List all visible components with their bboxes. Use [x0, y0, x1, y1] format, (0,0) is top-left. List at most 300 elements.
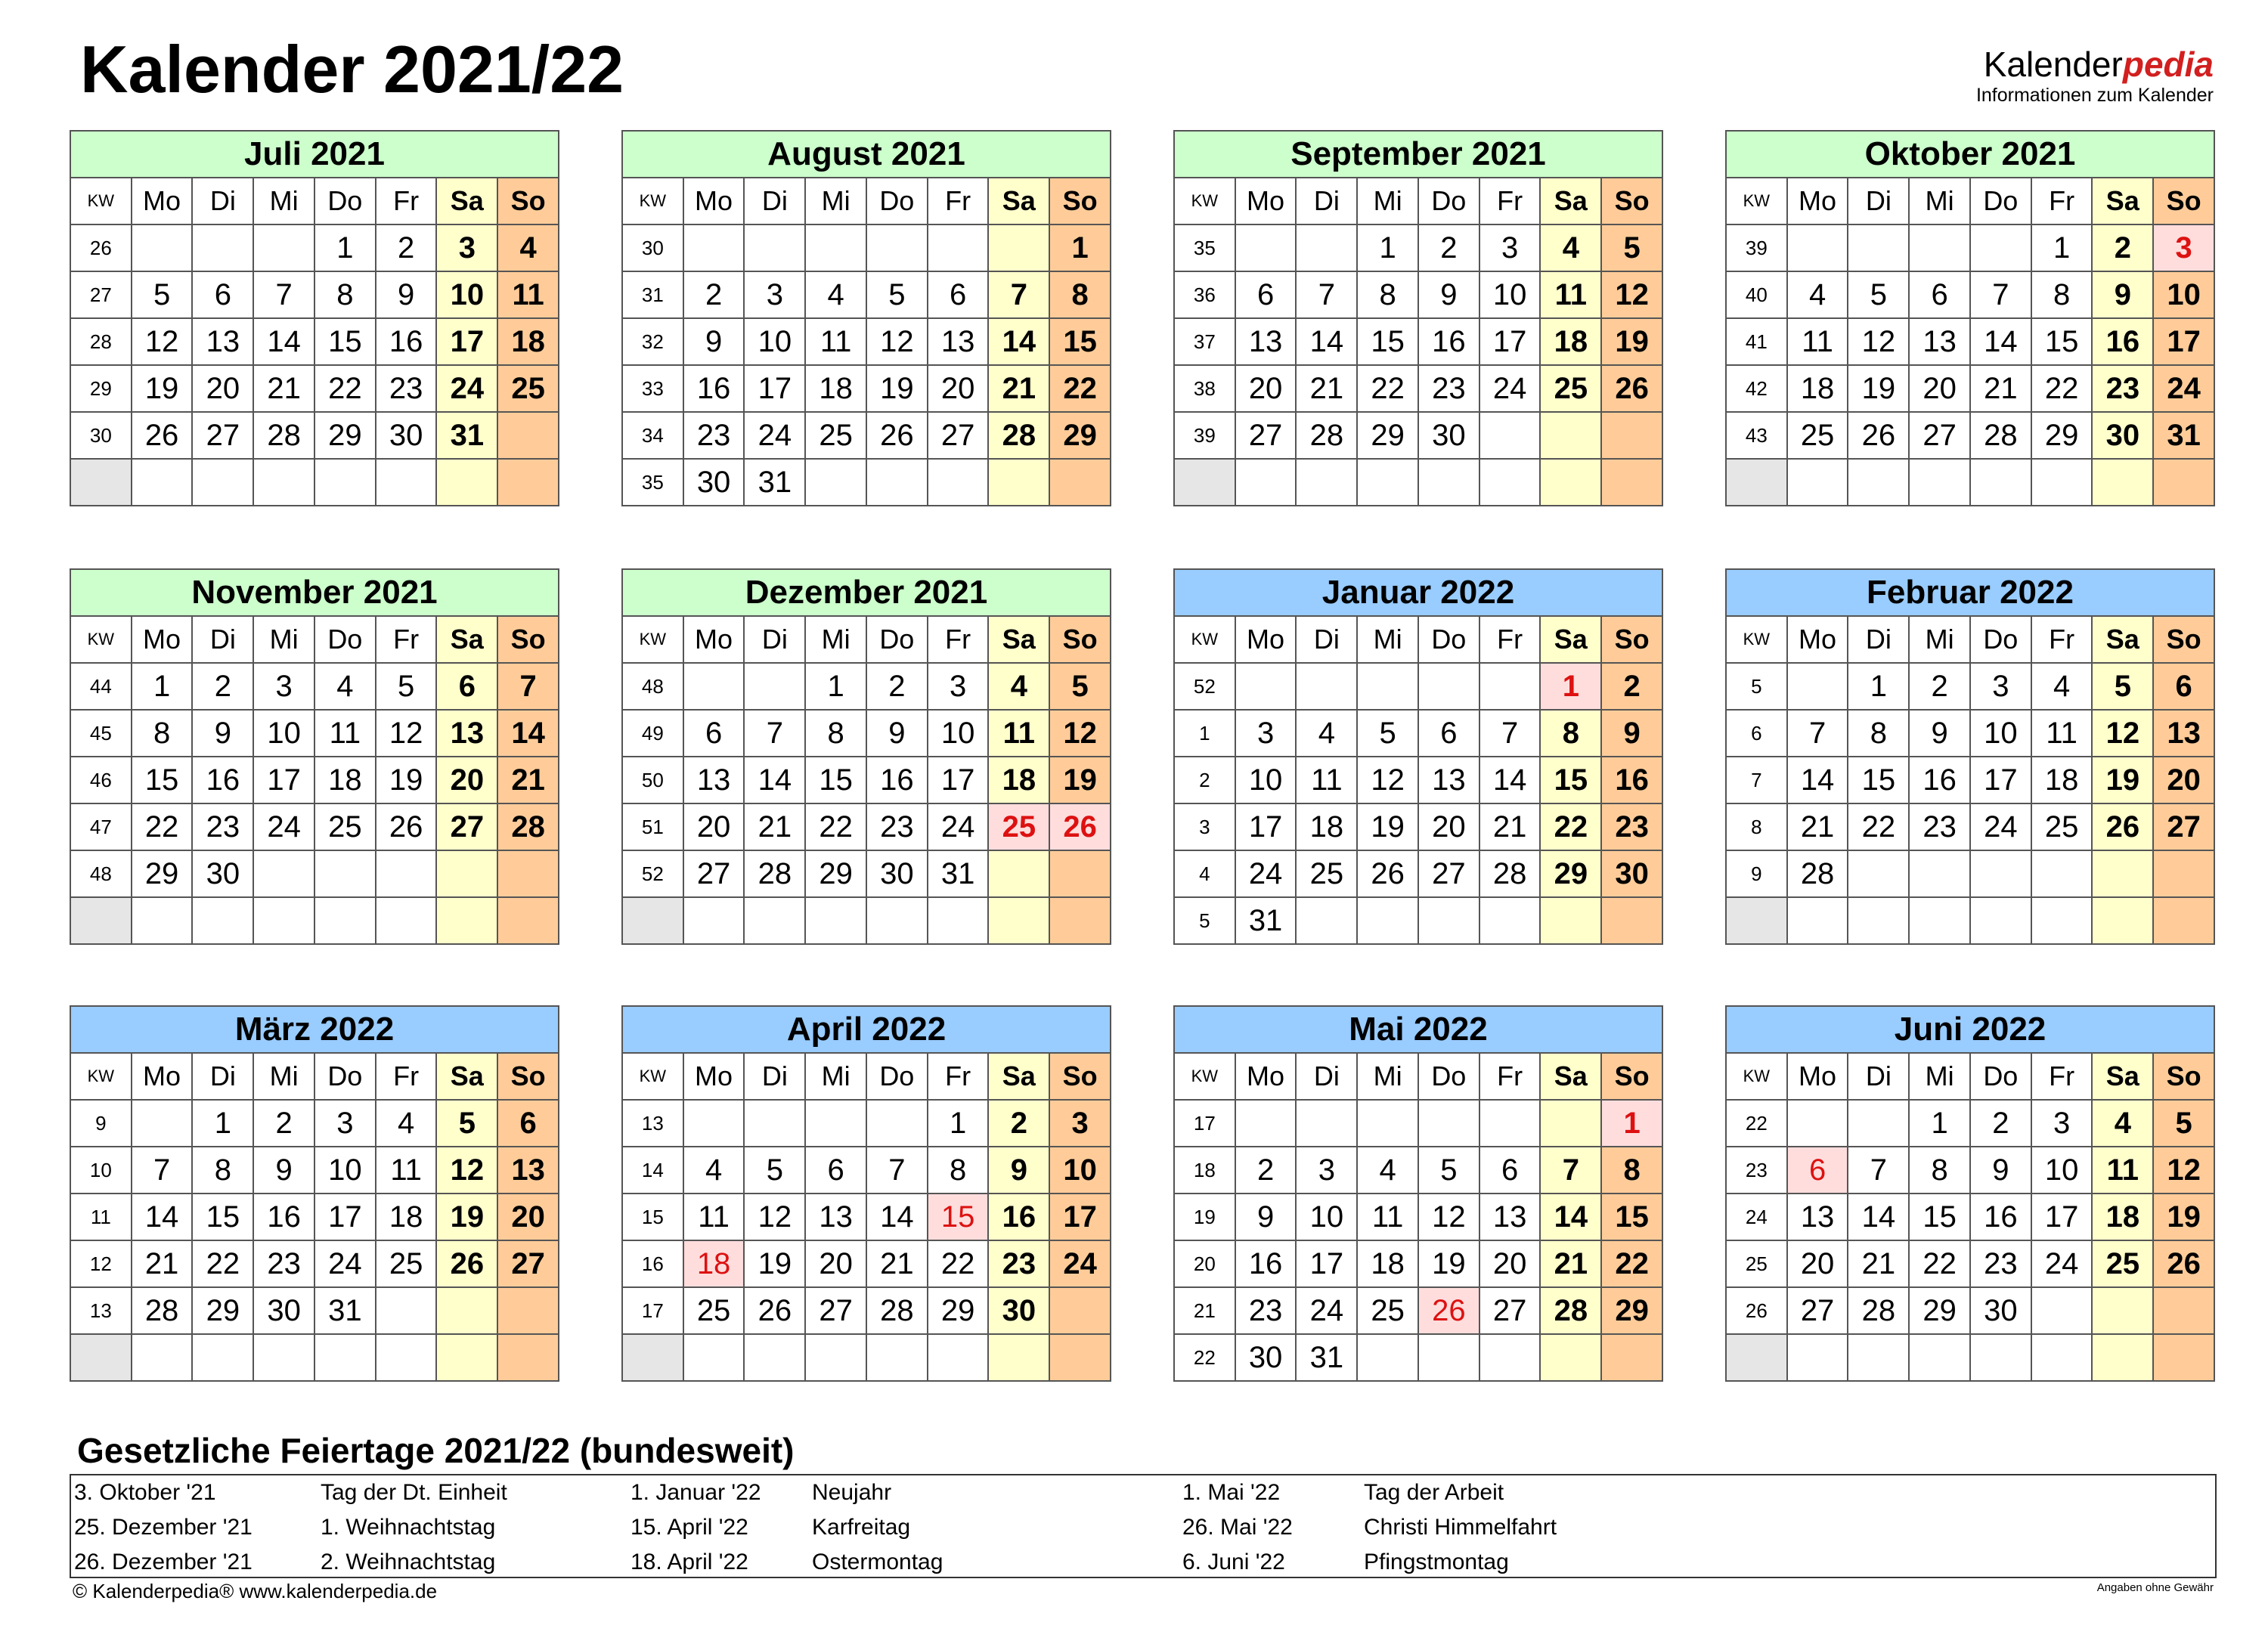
day-cell: 14: [253, 318, 314, 365]
week-number: 33: [622, 365, 683, 412]
day-cell: [1049, 850, 1111, 897]
weekday-header: Fr: [1479, 1053, 1541, 1100]
page-title: Kalender 2021/22: [80, 32, 624, 107]
month-table: [621, 177, 1111, 506]
kw-header: KW: [1726, 178, 1787, 224]
day-cell: 12: [1418, 1194, 1479, 1240]
day-cell: 31: [1235, 897, 1297, 944]
day-cell: 19: [1848, 365, 1909, 412]
week-number: 8: [1726, 803, 1787, 850]
day-cell: 27: [1909, 412, 1970, 459]
day-cell: 13: [1787, 1194, 1848, 1240]
week-row: [622, 757, 1111, 803]
day-cell: 2: [253, 1100, 314, 1147]
weekday-header: Di: [1848, 1053, 1909, 1100]
day-cell: 3: [1296, 1147, 1357, 1194]
day-cell: 6: [436, 663, 497, 710]
day-cell: 14: [1787, 757, 1848, 803]
holiday-name: Pfingstmontag: [1364, 1550, 1509, 1574]
day-cell: 30: [866, 850, 928, 897]
day-cell: [2092, 1287, 2153, 1334]
day-cell: 3: [744, 271, 805, 318]
day-cell: [436, 897, 497, 944]
day-cell: 28: [1848, 1287, 1909, 1334]
day-cell: 6: [1235, 271, 1297, 318]
day-cell: 21: [1296, 365, 1357, 412]
week-number: 26: [1726, 1287, 1787, 1334]
day-cell: 23: [2092, 365, 2153, 412]
week-row: [622, 271, 1111, 318]
day-cell: [132, 224, 193, 271]
weekday-header: Fr: [2031, 1053, 2093, 1100]
day-cell: 2: [866, 663, 928, 710]
day-cell: 24: [1296, 1287, 1357, 1334]
week-row: [1726, 850, 2214, 897]
day-cell: 12: [1357, 757, 1418, 803]
day-cell: [1909, 1334, 1970, 1381]
day-cell: 26: [1418, 1287, 1479, 1334]
day-cell: 7: [744, 710, 805, 757]
day-cell: [132, 459, 193, 506]
week-number: 16: [622, 1240, 683, 1287]
day-cell: 27: [192, 412, 253, 459]
day-cell: 21: [132, 1240, 193, 1287]
day-cell: [436, 850, 497, 897]
week-number: [622, 897, 683, 944]
day-cell: [2031, 1287, 2093, 1334]
day-cell: 9: [1601, 710, 1662, 757]
day-cell: 6: [192, 271, 253, 318]
day-cell: 20: [192, 365, 253, 412]
day-cell: [1970, 224, 2031, 271]
day-cell: 14: [1970, 318, 2031, 365]
month-title: Februar 2022: [1725, 568, 2215, 617]
day-cell: [253, 1334, 314, 1381]
week-row: [1174, 318, 1662, 365]
week-row: [70, 318, 559, 365]
day-cell: [805, 1334, 866, 1381]
day-cell: 2: [1909, 663, 1970, 710]
day-cell: 27: [497, 1240, 559, 1287]
day-cell: [2153, 897, 2214, 944]
weekday-header: Di: [744, 178, 805, 224]
day-cell: 2: [2092, 224, 2153, 271]
month-calendar: [621, 1005, 1111, 1395]
week-number: 15: [622, 1194, 683, 1240]
week-row: [1726, 1100, 2214, 1147]
day-cell: [928, 897, 989, 944]
day-cell: 14: [1848, 1194, 1909, 1240]
day-cell: 10: [1235, 757, 1297, 803]
day-cell: 5: [2153, 1100, 2214, 1147]
day-cell: [2153, 850, 2214, 897]
day-cell: 20: [683, 803, 745, 850]
weekday-header: Sa: [1540, 1053, 1601, 1100]
day-cell: [1296, 897, 1357, 944]
day-cell: 14: [744, 757, 805, 803]
day-cell: 1: [192, 1100, 253, 1147]
holiday-date: 25. Dezember '21: [74, 1515, 253, 1540]
day-cell: 15: [928, 1194, 989, 1240]
day-cell: 15: [314, 318, 376, 365]
day-cell: 13: [928, 318, 989, 365]
holiday-name: Karfreitag: [812, 1515, 911, 1540]
week-number: 5: [1726, 663, 1787, 710]
day-cell: 3: [1970, 663, 2031, 710]
week-row: [622, 459, 1111, 506]
day-cell: 9: [192, 710, 253, 757]
holiday-date: 26. Dezember '21: [74, 1550, 253, 1574]
day-cell: 14: [1296, 318, 1357, 365]
week-number: 19: [1174, 1194, 1235, 1240]
holiday-date: 26. Mai '22: [1182, 1515, 1293, 1540]
month-calendar: [621, 568, 1111, 958]
day-cell: 21: [1787, 803, 1848, 850]
month-title: Januar 2022: [1173, 568, 1663, 617]
day-cell: 12: [376, 710, 437, 757]
day-cell: 7: [253, 271, 314, 318]
day-cell: 4: [497, 224, 559, 271]
day-cell: 10: [1296, 1194, 1357, 1240]
day-cell: 10: [2153, 271, 2214, 318]
week-number: 36: [1174, 271, 1235, 318]
week-row: [1726, 459, 2214, 506]
day-cell: 16: [1235, 1240, 1297, 1287]
weekday-header: So: [2153, 178, 2214, 224]
kw-header: KW: [70, 1053, 132, 1100]
day-cell: 11: [988, 710, 1049, 757]
weekday-header: So: [497, 178, 559, 224]
day-cell: 15: [1601, 1194, 1662, 1240]
weekday-header: Mi: [805, 178, 866, 224]
day-cell: 23: [1601, 803, 1662, 850]
day-cell: 27: [928, 412, 989, 459]
week-row: [1726, 1194, 2214, 1240]
month-table: [70, 615, 559, 945]
month-title: Juli 2021: [70, 130, 559, 178]
day-cell: 17: [1479, 318, 1541, 365]
weekday-header: Sa: [2092, 1053, 2153, 1100]
week-row: [1174, 1147, 1662, 1194]
day-cell: [928, 459, 989, 506]
week-row: [622, 850, 1111, 897]
day-cell: 7: [132, 1147, 193, 1194]
day-cell: 16: [988, 1194, 1049, 1240]
day-cell: [1970, 850, 2031, 897]
month-title: März 2022: [70, 1005, 559, 1054]
day-cell: 9: [1235, 1194, 1297, 1240]
kw-header: KW: [622, 1053, 683, 1100]
week-row: [1726, 710, 2214, 757]
week-number: 30: [70, 412, 132, 459]
day-cell: 4: [988, 663, 1049, 710]
day-cell: 28: [1479, 850, 1541, 897]
week-number: 17: [622, 1287, 683, 1334]
day-cell: 17: [2153, 318, 2214, 365]
week-row: [622, 1194, 1111, 1240]
weekday-header: Fr: [376, 178, 437, 224]
weekday-header: Sa: [988, 178, 1049, 224]
day-cell: [2031, 850, 2093, 897]
holiday-name: Christi Himmelfahrt: [1364, 1515, 1557, 1540]
day-cell: [1418, 459, 1479, 506]
week-row: [1726, 224, 2214, 271]
day-cell: [988, 224, 1049, 271]
day-cell: 29: [928, 1287, 989, 1334]
kw-header: KW: [1726, 1053, 1787, 1100]
weekday-header: Fr: [928, 1053, 989, 1100]
day-cell: 28: [1970, 412, 2031, 459]
week-row: [1174, 1194, 1662, 1240]
day-cell: 26: [132, 412, 193, 459]
day-cell: 29: [192, 1287, 253, 1334]
day-cell: 10: [1970, 710, 2031, 757]
day-cell: [1235, 663, 1297, 710]
holiday-name: Neujahr: [812, 1480, 892, 1505]
day-cell: 8: [1601, 1147, 1662, 1194]
week-row: [1174, 850, 1662, 897]
day-cell: 18: [683, 1240, 745, 1287]
day-cell: [497, 412, 559, 459]
day-cell: 21: [866, 1240, 928, 1287]
day-cell: 18: [1787, 365, 1848, 412]
day-cell: [1601, 1334, 1662, 1381]
day-cell: 14: [866, 1194, 928, 1240]
day-cell: [928, 1334, 989, 1381]
day-cell: [2153, 1287, 2214, 1334]
day-cell: 18: [376, 1194, 437, 1240]
brand-logo: [1976, 47, 2214, 105]
week-number: 47: [70, 803, 132, 850]
kw-header: KW: [622, 178, 683, 224]
day-cell: 11: [314, 710, 376, 757]
day-cell: 18: [314, 757, 376, 803]
day-cell: [1479, 1334, 1541, 1381]
month-table: [70, 1052, 559, 1382]
day-cell: 2: [1970, 1100, 2031, 1147]
day-cell: [805, 897, 866, 944]
day-cell: 5: [132, 271, 193, 318]
week-number: 32: [622, 318, 683, 365]
day-cell: 7: [497, 663, 559, 710]
weekday-header: Do: [1418, 616, 1479, 663]
weekday-header: Do: [1970, 616, 2031, 663]
day-cell: 4: [376, 1100, 437, 1147]
week-number: 1: [1174, 710, 1235, 757]
month-calendar: [1725, 130, 2215, 520]
day-cell: 31: [1296, 1334, 1357, 1381]
day-cell: [2092, 850, 2153, 897]
day-cell: 10: [1049, 1147, 1111, 1194]
day-cell: 5: [1418, 1147, 1479, 1194]
day-cell: 11: [805, 318, 866, 365]
day-cell: 24: [2031, 1240, 2093, 1287]
weekday-header: So: [1601, 1053, 1662, 1100]
day-cell: 15: [1357, 318, 1418, 365]
day-cell: 5: [866, 271, 928, 318]
week-row: [1174, 663, 1662, 710]
day-cell: 6: [928, 271, 989, 318]
weekday-header: Sa: [2092, 616, 2153, 663]
weekday-header: So: [1049, 1053, 1111, 1100]
day-cell: 22: [1601, 1240, 1662, 1287]
day-cell: 20: [928, 365, 989, 412]
brand-name: [1976, 47, 2214, 82]
day-cell: [1235, 1100, 1297, 1147]
week-number: 46: [70, 757, 132, 803]
day-cell: 16: [1909, 757, 1970, 803]
week-number: 51: [622, 803, 683, 850]
week-number: 13: [70, 1287, 132, 1334]
brand-name-main: Kalender: [1983, 45, 2123, 84]
day-cell: 23: [1418, 365, 1479, 412]
day-cell: 24: [928, 803, 989, 850]
week-number: 20: [1174, 1240, 1235, 1287]
day-cell: 31: [744, 459, 805, 506]
day-cell: 13: [1418, 757, 1479, 803]
day-cell: [988, 459, 1049, 506]
day-cell: 26: [2153, 1240, 2214, 1287]
day-cell: 4: [314, 663, 376, 710]
day-cell: [1479, 412, 1541, 459]
day-cell: 12: [866, 318, 928, 365]
day-cell: 7: [1848, 1147, 1909, 1194]
day-cell: [1601, 459, 1662, 506]
weekday-header: Fr: [2031, 178, 2093, 224]
day-cell: 17: [314, 1194, 376, 1240]
day-cell: 27: [2153, 803, 2214, 850]
month-table: [1173, 177, 1663, 506]
day-cell: 5: [436, 1100, 497, 1147]
day-cell: 29: [1540, 850, 1601, 897]
weekday-header: Sa: [1540, 616, 1601, 663]
month-title: Oktober 2021: [1725, 130, 2215, 178]
day-cell: [1357, 1334, 1418, 1381]
holiday-date: 3. Oktober '21: [74, 1480, 216, 1505]
day-cell: 28: [866, 1287, 928, 1334]
day-cell: 8: [1540, 710, 1601, 757]
day-cell: [1909, 459, 1970, 506]
day-cell: 30: [376, 412, 437, 459]
day-cell: [1479, 897, 1541, 944]
day-cell: [314, 897, 376, 944]
day-cell: 1: [805, 663, 866, 710]
week-row: [70, 1287, 559, 1334]
day-cell: [683, 1100, 745, 1147]
week-row: [70, 459, 559, 506]
day-cell: 27: [1418, 850, 1479, 897]
day-cell: [314, 1334, 376, 1381]
weekday-header: Do: [866, 1053, 928, 1100]
day-cell: [805, 1100, 866, 1147]
holiday-date: 15. April '22: [631, 1515, 748, 1540]
day-cell: 22: [928, 1240, 989, 1287]
day-cell: 12: [2153, 1147, 2214, 1194]
week-row: [70, 224, 559, 271]
day-cell: 15: [1848, 757, 1909, 803]
day-cell: 15: [2031, 318, 2093, 365]
day-cell: 12: [1601, 271, 1662, 318]
week-row: [1174, 897, 1662, 944]
weekday-header: So: [1049, 616, 1111, 663]
footer-disclaimer: Angaben ohne Gewähr: [2096, 1581, 2214, 1594]
weekday-header: Fr: [928, 616, 989, 663]
day-cell: [1848, 224, 1909, 271]
day-cell: 19: [2092, 757, 2153, 803]
day-cell: [988, 850, 1049, 897]
day-cell: [1540, 897, 1601, 944]
day-cell: 6: [805, 1147, 866, 1194]
week-row: [622, 663, 1111, 710]
day-cell: [1049, 459, 1111, 506]
day-cell: [376, 1287, 437, 1334]
day-cell: 29: [1601, 1287, 1662, 1334]
month-calendar: [1725, 568, 2215, 958]
day-cell: 9: [376, 271, 437, 318]
day-cell: 3: [253, 663, 314, 710]
month-table: [1173, 1052, 1663, 1382]
day-cell: 24: [2153, 365, 2214, 412]
day-cell: [132, 1100, 193, 1147]
day-cell: [1357, 459, 1418, 506]
day-cell: 10: [928, 710, 989, 757]
week-row: [1726, 1334, 2214, 1381]
week-row: [1726, 1287, 2214, 1334]
weekday-header: Mi: [1909, 616, 1970, 663]
day-cell: 8: [132, 710, 193, 757]
week-row: [1726, 803, 2214, 850]
day-cell: 16: [1418, 318, 1479, 365]
day-cell: [1296, 663, 1357, 710]
week-row: [1726, 365, 2214, 412]
kw-header: KW: [1726, 616, 1787, 663]
day-cell: 17: [928, 757, 989, 803]
month-table: [1173, 615, 1663, 945]
kw-header: KW: [1174, 178, 1235, 224]
day-cell: [1418, 897, 1479, 944]
week-row: [1174, 710, 1662, 757]
day-cell: [1540, 412, 1601, 459]
month-calendar: [1173, 130, 1663, 520]
day-cell: 30: [2092, 412, 2153, 459]
day-cell: 25: [1787, 412, 1848, 459]
weekday-header: Mo: [1787, 616, 1848, 663]
week-number: 7: [1726, 757, 1787, 803]
day-cell: 17: [1970, 757, 2031, 803]
day-cell: 7: [1540, 1147, 1601, 1194]
day-cell: 5: [376, 663, 437, 710]
day-cell: 25: [314, 803, 376, 850]
day-cell: 31: [436, 412, 497, 459]
week-number: 45: [70, 710, 132, 757]
day-cell: 1: [2031, 224, 2093, 271]
day-cell: 26: [1601, 365, 1662, 412]
weekday-header: Sa: [1540, 178, 1601, 224]
day-cell: 27: [1235, 412, 1297, 459]
day-cell: 23: [1235, 1287, 1297, 1334]
day-cell: 18: [1357, 1240, 1418, 1287]
day-cell: 15: [1909, 1194, 1970, 1240]
day-cell: 11: [1787, 318, 1848, 365]
month-title: August 2021: [621, 130, 1111, 178]
day-cell: [1909, 224, 1970, 271]
day-cell: 14: [132, 1194, 193, 1240]
week-number: 5: [1174, 897, 1235, 944]
day-cell: [1909, 897, 1970, 944]
day-cell: 1: [1049, 224, 1111, 271]
day-cell: 4: [2031, 663, 2093, 710]
day-cell: 8: [2031, 271, 2093, 318]
